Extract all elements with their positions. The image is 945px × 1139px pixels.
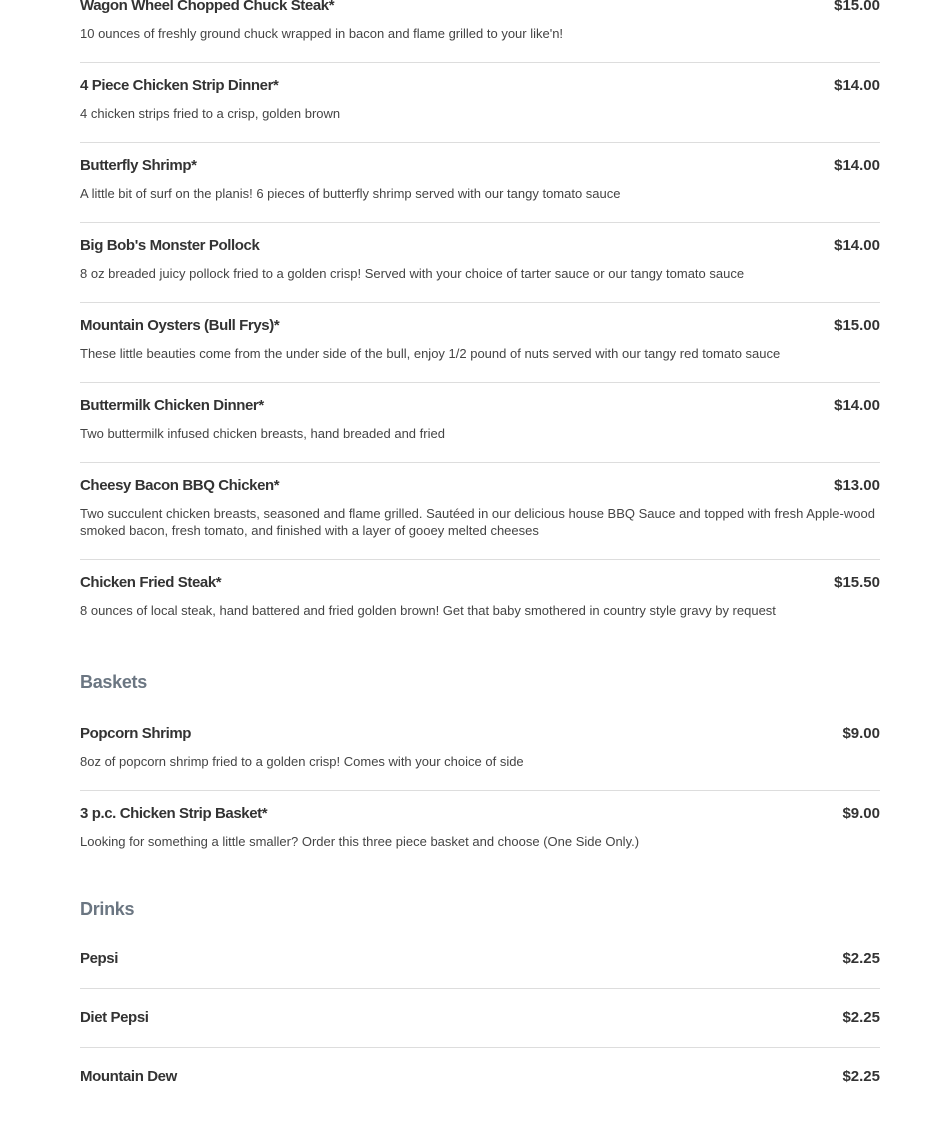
item-name: Pepsi <box>80 950 119 967</box>
menu-item <box>80 143 880 223</box>
item-price: $14.00 <box>834 77 880 94</box>
item-price: $2.25 <box>842 950 880 967</box>
item-description: 8 oz breaded juicy pollock fried to a golden crisp! Served with your choice of tarter sauce or our tangy tomato sauce <box>80 266 745 281</box>
item-description: 10 ounces of freshly ground chuck wrapped in bacon and flame grilled to your like'n! <box>80 26 564 41</box>
item-name: Buttermilk Chicken Dinner* <box>80 397 264 414</box>
item-description: Two buttermilk infused chicken breasts, hand breaded and fried <box>80 426 445 441</box>
item-name: Popcorn Shrimp <box>80 725 192 742</box>
item-name: Wagon Wheel Chopped Chuck Steak* <box>80 0 335 14</box>
item-description: Two succulent chicken breasts, seasoned and flame grilled. Sautéed in our delicious house BBQ Sauce and topped with fresh Apple-wood smoked bacon, fresh tomato, and finished with a layer of gooey melted cheeses <box>80 506 875 538</box>
menu-item <box>80 560 880 639</box>
section-title-baskets: Baskets <box>80 672 147 692</box>
menu-item <box>80 223 880 303</box>
item-name: Diet Pepsi <box>80 1009 149 1026</box>
menu-item <box>80 63 880 143</box>
item-name: 4 Piece Chicken Strip Dinner* <box>80 77 279 94</box>
drink-item <box>80 989 880 1048</box>
menu-item <box>80 463 880 560</box>
item-price: $14.00 <box>834 157 880 174</box>
menu <box>80 0 880 1106</box>
item-price: $9.00 <box>842 805 880 822</box>
item-name: Mountain Oysters (Bull Frys)* <box>80 317 280 334</box>
item-price: $9.00 <box>842 725 880 742</box>
drink-list <box>80 930 880 1106</box>
menu-item <box>80 711 880 791</box>
item-name: Big Bob's Monster Pollock <box>80 237 260 254</box>
item-price: $2.25 <box>842 1009 880 1026</box>
item-price: $15.50 <box>834 574 880 591</box>
item-description: A little bit of surf on the planis! 6 pieces of butterfly shrimp served with our tangy tomato sauce <box>80 186 621 201</box>
item-description: 8oz of popcorn shrimp fried to a golden crisp! Comes with your choice of side <box>80 754 524 769</box>
item-price: $15.00 <box>834 317 880 334</box>
drink-item <box>80 930 880 989</box>
item-price: $15.00 <box>834 0 880 14</box>
menu-item <box>80 791 880 870</box>
item-description: 8 ounces of local steak, hand battered and fried golden brown! Get that baby smothered in country style gravy by request <box>80 603 776 618</box>
item-price: $14.00 <box>834 237 880 254</box>
item-description: 4 chicken strips fried to a crisp, golden brown <box>80 106 341 121</box>
entree-list <box>80 0 880 639</box>
item-name: Mountain Dew <box>80 1068 177 1085</box>
item-name: Butterfly Shrimp* <box>80 157 197 174</box>
menu-item <box>80 0 880 63</box>
menu-item <box>80 303 880 383</box>
item-price: $14.00 <box>834 397 880 414</box>
item-name: Chicken Fried Steak* <box>80 574 222 591</box>
basket-list <box>80 711 880 870</box>
drink-item <box>80 1048 880 1106</box>
item-description: Looking for something a little smaller? Order this three piece basket and choose (One Side Only.) <box>80 834 640 849</box>
section-title-drinks: Drinks <box>80 899 135 919</box>
item-price: $13.00 <box>834 477 880 494</box>
menu-item <box>80 383 880 463</box>
item-name: 3 p.c. Chicken Strip Basket* <box>80 805 268 822</box>
item-name: Cheesy Bacon BBQ Chicken* <box>80 477 280 494</box>
item-description: These little beauties come from the under side of the bull, enjoy 1/2 pound of nuts served with our tangy red tomato sauce <box>80 346 781 361</box>
item-price: $2.25 <box>842 1068 880 1085</box>
